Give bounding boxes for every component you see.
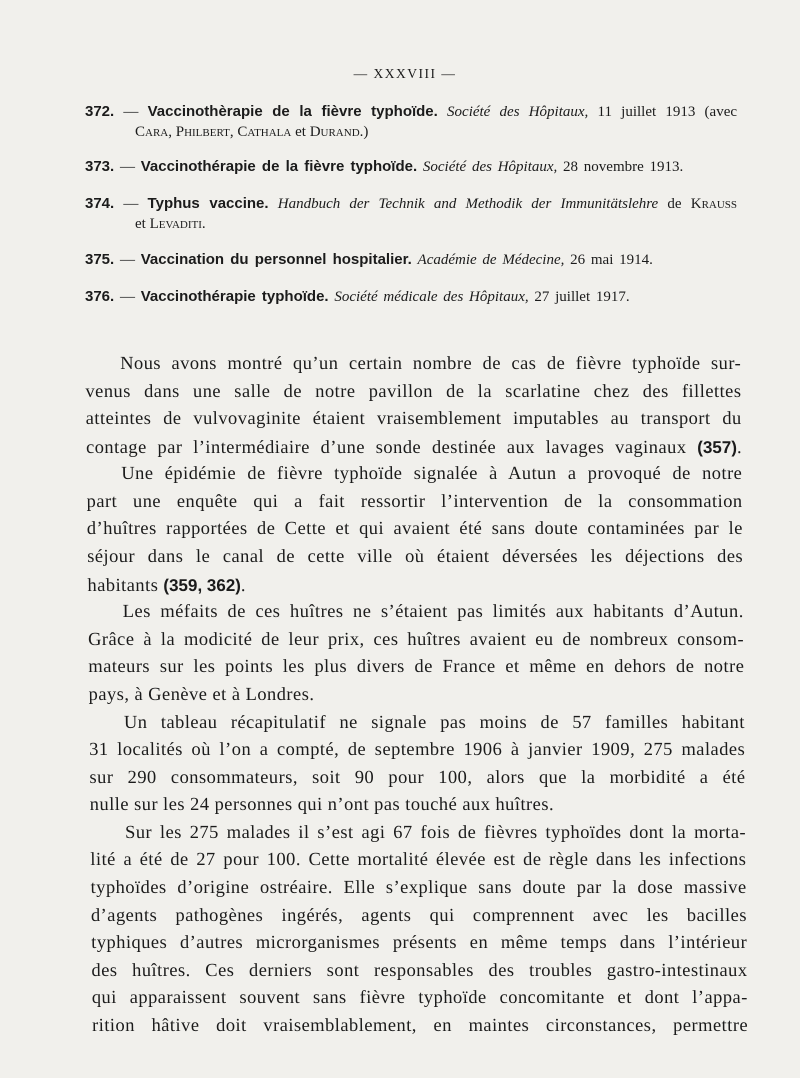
text-line: d’agents pathogènes ingérés, agents qui comprennent avec les bacilles bbox=[90, 905, 748, 926]
reference-number: 376. bbox=[85, 288, 115, 305]
text-line: part une enquête qui a fait ressortir l’intervention de la consommation bbox=[86, 491, 743, 512]
reference-source: Handbuch der Technik and Methodik der Immunitätslehre bbox=[277, 196, 659, 212]
text-line: sur 290 consommateurs, soit 90 pour 100, alors que la morbidité a été bbox=[89, 767, 746, 788]
text-line: des huîtres. Ces derniers sont responsables des troubles gastro-intestinaux bbox=[91, 960, 748, 981]
reference-number: 373. bbox=[85, 158, 115, 175]
text-line: venus dans une salle de notre pavillon de la scarlatine chez des fillettes bbox=[85, 381, 742, 402]
text-line bbox=[86, 434, 742, 462]
text-line: nulle sur les 24 personnes qui n’ont pas touché aux huîtres. bbox=[89, 795, 555, 816]
reference-entry bbox=[85, 194, 737, 214]
citation-reference: (359, 362) bbox=[163, 575, 241, 595]
reference-number: 374. bbox=[85, 195, 115, 212]
text-line: typhoïdes d’origine ostréaire. Elle s’explique sans doute par la dose massive bbox=[90, 877, 747, 898]
reference-detail: 27 juillet 1917. bbox=[534, 289, 630, 305]
reference-authors: Krauss bbox=[690, 196, 738, 212]
reference-source: Société des Hôpitaux, bbox=[422, 159, 558, 175]
reference-source: Société des Hôpitaux, bbox=[447, 104, 589, 120]
reference-dash: — bbox=[119, 252, 135, 268]
reference-detail: de bbox=[667, 196, 682, 212]
line-text: habitants bbox=[87, 575, 159, 596]
text-line: Nous avons montré qu’un certain nombre de cas de fièvre typhoïde sur- bbox=[120, 354, 742, 374]
reference-title: Vaccinothérapie de la fièvre typhoïde. bbox=[140, 158, 418, 175]
text-line: Les méfaits de ces huîtres ne s’étaient pas limités aux habitants d’Autun. bbox=[122, 602, 744, 623]
reference-authors: Durand bbox=[309, 124, 360, 140]
reference-source: Société médicale des Hôpitaux, bbox=[334, 289, 529, 305]
text-line: Un tableau récapitulatif ne signale pas moins de 57 familles habitant bbox=[123, 712, 745, 733]
citation-reference: (357) bbox=[697, 437, 738, 457]
reference-detail: 11 juillet 1913 (avec bbox=[597, 104, 738, 120]
text-line: d’huîtres rapportées de Cette et qui avaient été sans doute contaminées par le bbox=[86, 519, 743, 540]
reference-dash: — bbox=[123, 196, 139, 212]
reference-end: . bbox=[201, 216, 206, 232]
text-line: Sur les 275 malades il s’est agi 67 fois de fièvres typhoïdes dont la morta- bbox=[124, 822, 747, 843]
reference-title: Typhus vaccine. bbox=[147, 195, 269, 212]
text-line bbox=[87, 572, 743, 600]
reference-end: .) bbox=[359, 124, 369, 140]
reference-entry bbox=[85, 250, 737, 270]
text-line: rition hâtive doit vraisemblablement, en maintes circonstances, permettre bbox=[91, 1015, 749, 1036]
text-line: typhiques d’autres microrganismes présents en même temps dans l’intérieur bbox=[91, 933, 748, 954]
reference-entry bbox=[85, 102, 737, 122]
text-line: atteintes de vulvovaginite étaient vraisemblement imputables au transport du bbox=[85, 409, 742, 430]
text-line: qui apparaissent souvent sans fièvre typhoïde concomitante et dont l’appa- bbox=[91, 988, 748, 1009]
text-line: séjour dans le canal de cette ville où étaient déversées les déjections des bbox=[87, 547, 744, 568]
reference-title: Vaccination du personnel hospitalier. bbox=[140, 251, 412, 268]
line-end: . bbox=[240, 575, 247, 596]
reference-authors: Levaditi bbox=[149, 216, 202, 232]
reference-authors: Cara, Philbert, Cathala bbox=[135, 124, 292, 140]
text-line: 31 localités où l’on a compté, de septembre 1906 à janvier 1909, 275 malades bbox=[89, 740, 746, 761]
text-line: mateurs sur les points les plus divers de France et même en dehors de notre bbox=[88, 657, 745, 678]
reference-entry bbox=[85, 287, 737, 307]
reference-conjunction: et bbox=[135, 216, 146, 232]
text-line: Une épidémie de fièvre typhoïde signalée à Autun a provoqué de notre bbox=[121, 464, 743, 485]
reference-conjunction: et bbox=[295, 124, 306, 140]
body-text bbox=[85, 351, 748, 1040]
reference-number: 372. bbox=[85, 103, 115, 120]
reference-source: Académie de Médecine, bbox=[417, 252, 565, 268]
text-line: lité a été de 27 pour 100. Cette mortalité élevée est de règle dans les infections bbox=[90, 850, 747, 871]
reference-detail: 26 mai 1914. bbox=[570, 252, 653, 268]
reference-detail: 28 novembre 1913. bbox=[563, 159, 684, 175]
reference-dash: — bbox=[123, 104, 139, 120]
reference-dash: — bbox=[119, 289, 135, 305]
reference-number: 375. bbox=[85, 251, 115, 268]
text-line: pays, à Genève et à Londres. bbox=[88, 684, 315, 705]
line-end: . bbox=[736, 437, 743, 458]
reference-dash: — bbox=[119, 159, 135, 175]
page-number: — XXXVIII — bbox=[353, 66, 457, 81]
text-line: Grâce à la modicité de leur prix, ces huîtres avaient eu de nombreux consom- bbox=[87, 629, 745, 650]
reference-title: Vaccinothérapie typhoïde. bbox=[140, 288, 329, 305]
reference-continuation bbox=[135, 214, 206, 234]
reference-continuation bbox=[135, 122, 368, 142]
line-text: contage par l’intermédiaire d’une sonde destinée aux lavages vaginaux bbox=[85, 437, 687, 458]
reference-entry bbox=[85, 157, 737, 177]
reference-title: Vaccinothèrapie de la fièvre typhoïde. bbox=[147, 103, 438, 120]
